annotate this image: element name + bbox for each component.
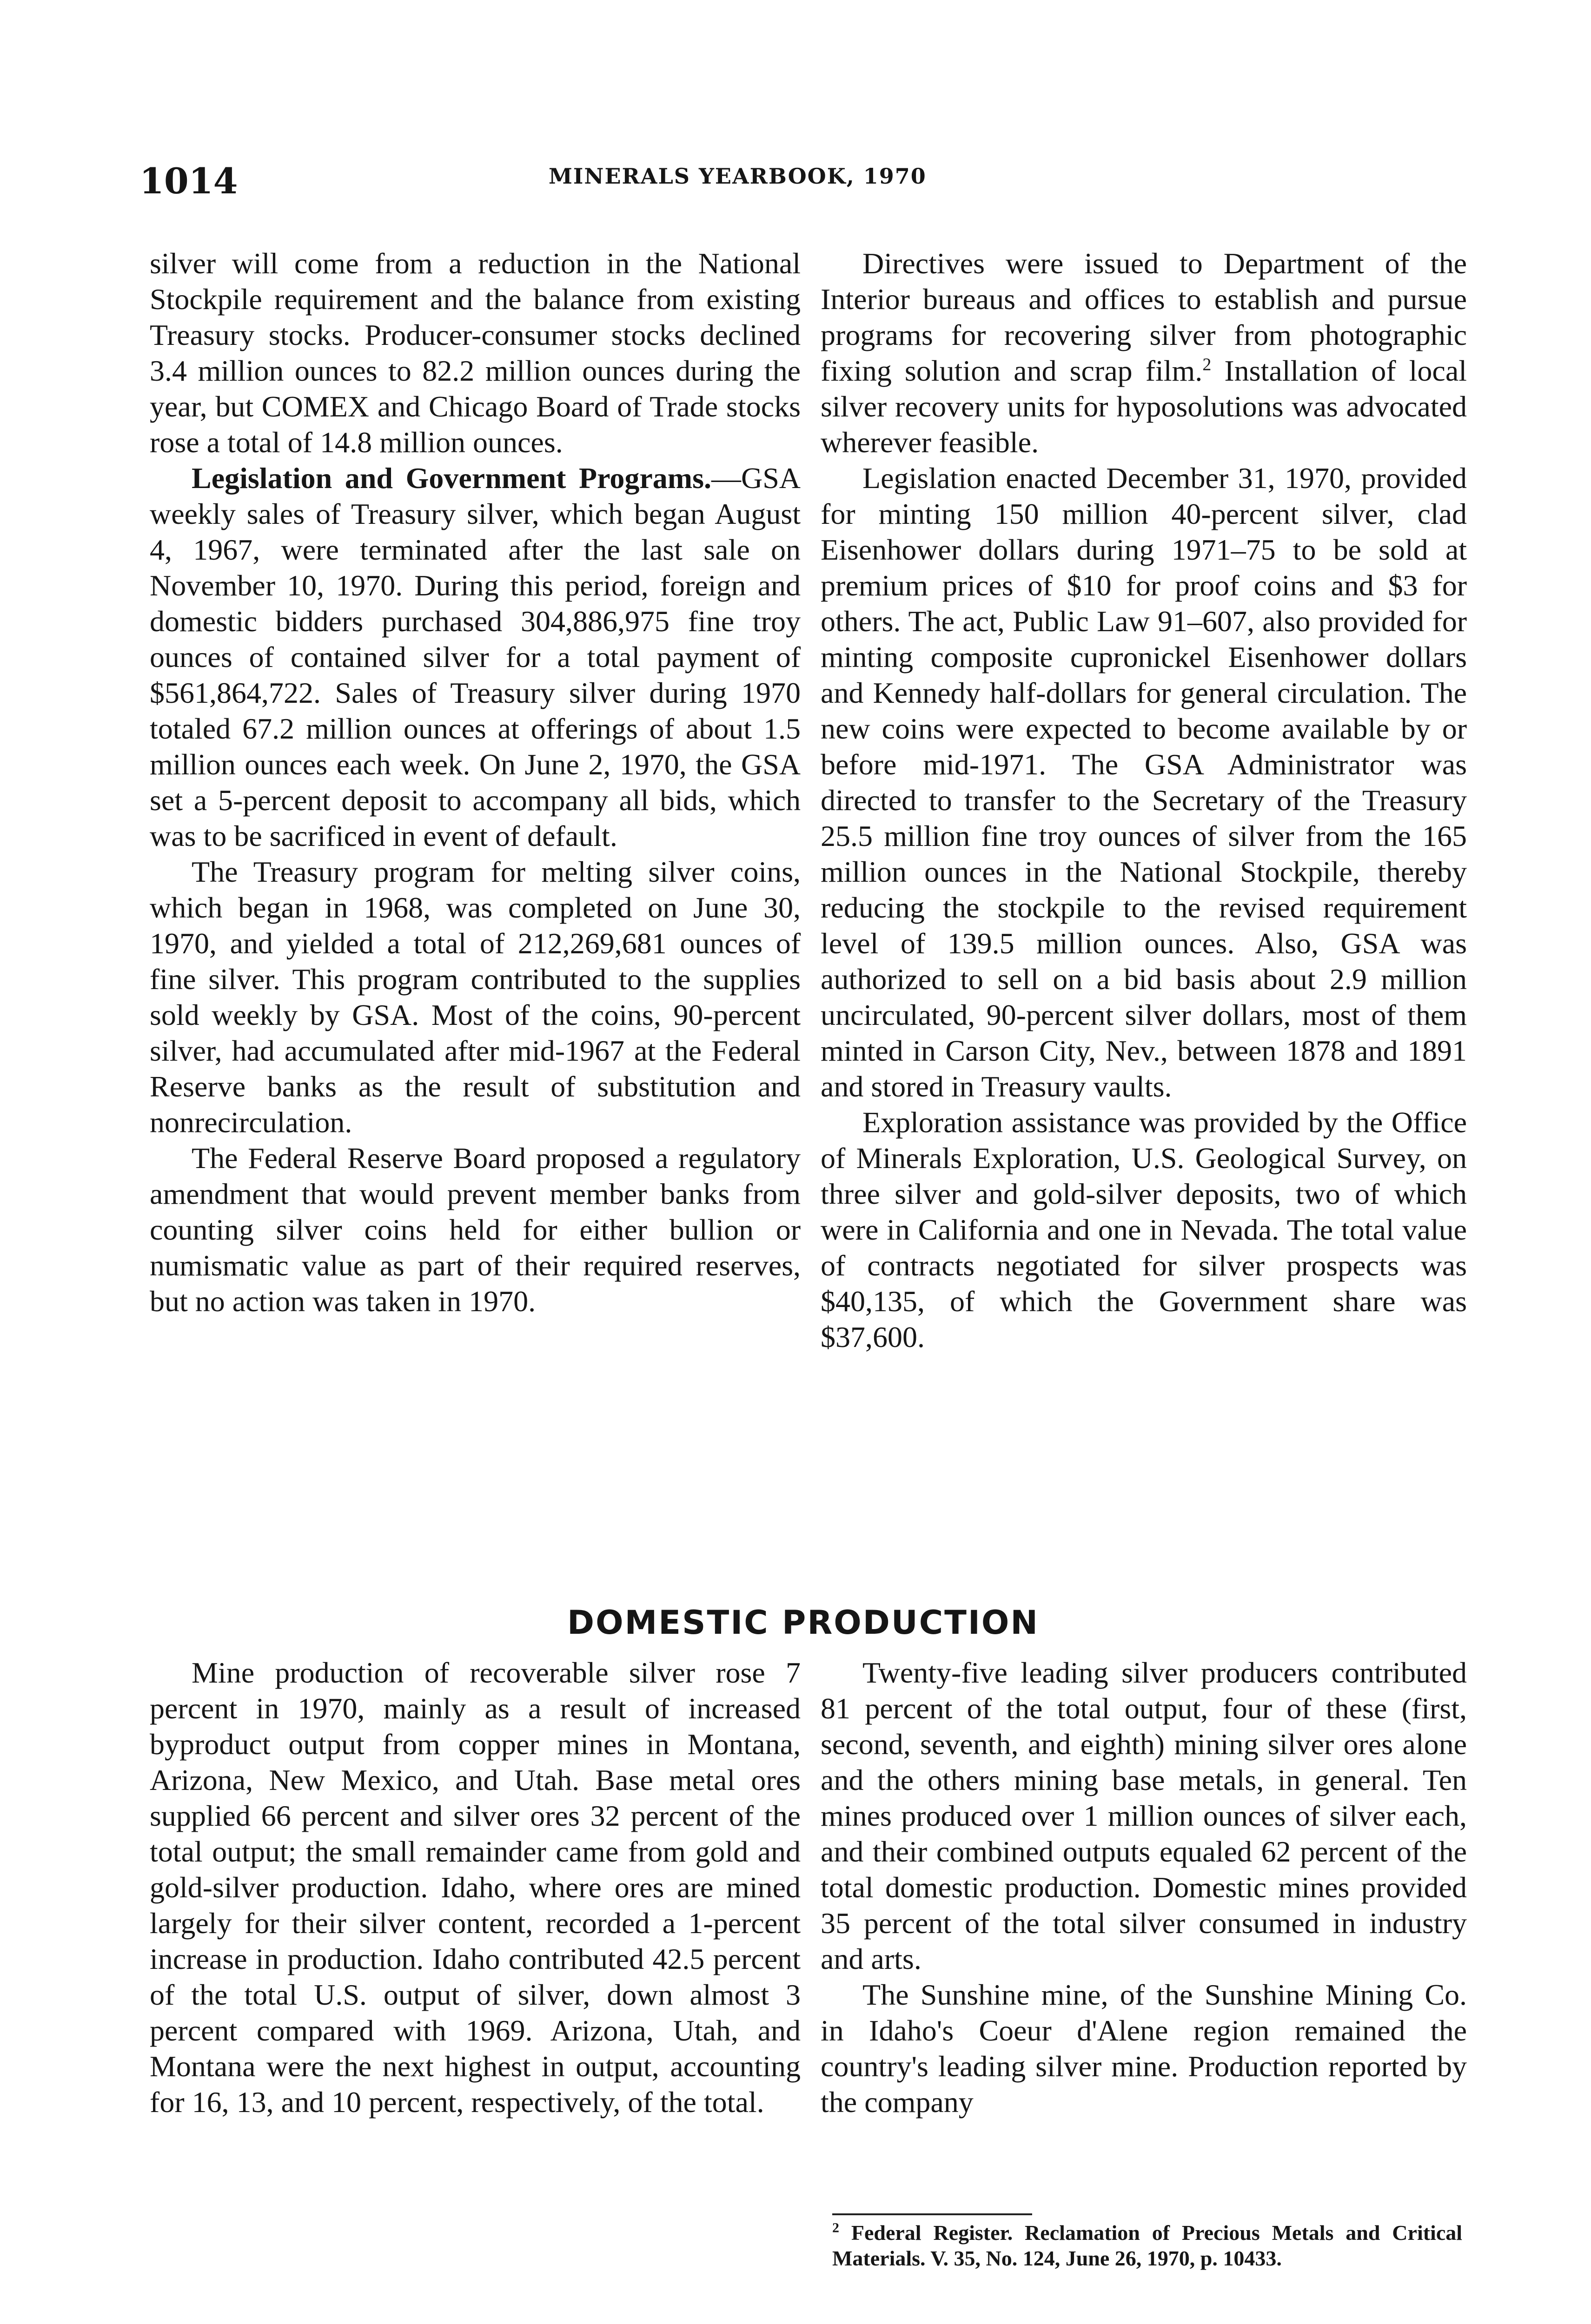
paragraph: The Sunshine mine, of the Sunshine Mining Co. in Idaho's Coeur d'Alene region remained the country's leading silver mine. Production reported by the company <box>821 1978 1467 2119</box>
right-column-top <box>821 245 1467 1584</box>
paragraph <box>821 245 1467 460</box>
footnote <box>832 2220 1462 2271</box>
footnote-number: 2 <box>832 2220 839 2236</box>
paragraph: The Federal Reserve Board proposed a regulatory amendment that would prevent member banks from counting silver coins held for either bullion or numismatic value as part of their required reserves, but no action was taken in 1970. <box>150 1142 801 1318</box>
footnote-reference: 2 <box>1202 355 1212 375</box>
right-column-bottom <box>821 1655 1467 2212</box>
paragraph-text: Installation of local silver recovery units for hyposolutions was advocated wherever feasible. <box>821 354 1467 459</box>
paragraph: The Treasury program for melting silver coins, which began in 1968, was completed on June 30, 1970, and yielded a total of 212,269,681 ounces of fine silver. This program contributed to the supplies sold weekly by GSA. Most of the coins, 90-percent silver, had accumulated after mid-1967 at the Federal Reserve banks as the result of substitution and nonrecirculation. <box>150 855 801 1139</box>
section-heading: DOMESTIC PRODUCTION <box>567 1604 1039 1642</box>
footnote-text: Federal Register. Reclamation of Precious Metals and Critical Materials. V. 35, No. 124, June 26, 1970, p. 10433. <box>832 2221 1463 2270</box>
footnote-divider <box>832 2213 1032 2215</box>
left-column-bottom <box>150 1655 801 2324</box>
run-in-heading: Legislation and Government Programs. <box>192 462 711 495</box>
paragraph: Twenty-five leading silver producers contributed 81 percent of the total output, four of these (first, second, seventh, and eighth) mining silver ores alone and the others mining base metals, in general. Ten mines produced over 1 million ounces of silver each, and their combined outputs equaled 62 percent of the total domestic production. Domestic mines provided 35 percent of the total silver consumed in industry and arts. <box>821 1656 1467 1975</box>
paragraph: Legislation enacted December 31, 1970, provided for minting 150 million 40-percent silver, clad Eisenhower dollars during 1971–75 to be sold at premium prices of $10 for proof coins and $3 for others. The act, Public Law 91–607, also provided for minting composite cupronickel Eisenhower dollars and Kennedy half-dollars for general circulation. The new coins were expected to become available by or before mid-1971. The GSA Administrator was directed to transfer to the Secretary of the Treasury 25.5 million fine troy ounces of silver from the 165 million ounces in the National Stockpile, thereby reducing the stockpile to the revised requirement level of 139.5 million ounces. Also, GSA was authorized to sell on a bid basis about 2.9 million uncirculated, 90-percent silver dollars, most of them minted in Carson City, Nev., between 1878 and 1891 and stored in Treasury vaults. <box>821 462 1467 1103</box>
paragraph-body: —GSA weekly sales of Treasury silver, which began August 4, 1967, were terminated after the last sale on November 10, 1970. During this period, foreign and domestic bidders purchased 304,886,975 fine troy ounces of contained silver for a total payment of $561,864,722. Sales of Treasury silver during 1970 totaled 67.2 million ounces at offerings of about 1.5 million ounces each week. On June 2, 1970, the GSA set a 5-percent deposit to accompany all bids, which was to be sacrificed in event of default. <box>150 462 801 852</box>
left-column-top <box>150 245 801 1584</box>
paragraph-text: Directives were issued to Department of the Interior bureaus and offices to establish and pursue programs for recovering silver from photographic fixing solution and scrap film. <box>821 247 1467 387</box>
paragraph: Mine production of recoverable silver rose 7 percent in 1970, mainly as a result of increased byproduct output from copper mines in Montana, Arizona, New Mexico, and Utah. Base metal ores supplied 66 percent and silver ores 32 percent of the total output; the small remainder came from gold and gold-silver production. Idaho, where ores are mined largely for their silver content, recorded a 1-percent increase in production. Idaho contributed 42.5 percent of the total U.S. output of silver, down almost 3 percent compared with 1969. Arizona, Utah, and Montana were the next highest in output, accounting for 16, 13, and 10 percent, respectively, of the total. <box>150 1656 801 2119</box>
paragraph-legislation <box>150 460 801 854</box>
page-number: 1014 <box>139 160 238 202</box>
paragraph: Exploration assistance was provided by the Office of Minerals Exploration, U.S. Geological Survey, on three silver and gold-silver deposits, two of which were in California and one in Nevada. The total value of contracts negotiated for silver prospects was $40,135, of which the Government share was $37,600. <box>821 1106 1467 1353</box>
paragraph: silver will come from a reduction in the National Stockpile requirement and the balance from existing Treasury stocks. Producer-consumer stocks declined 3.4 million ounces to 82.2 million ounces during the year, but COMEX and Chicago Board of Trade stocks rose a total of 14.8 million ounces. <box>150 247 801 459</box>
running-title: MINERALS YEARBOOK, 1970 <box>549 164 927 189</box>
